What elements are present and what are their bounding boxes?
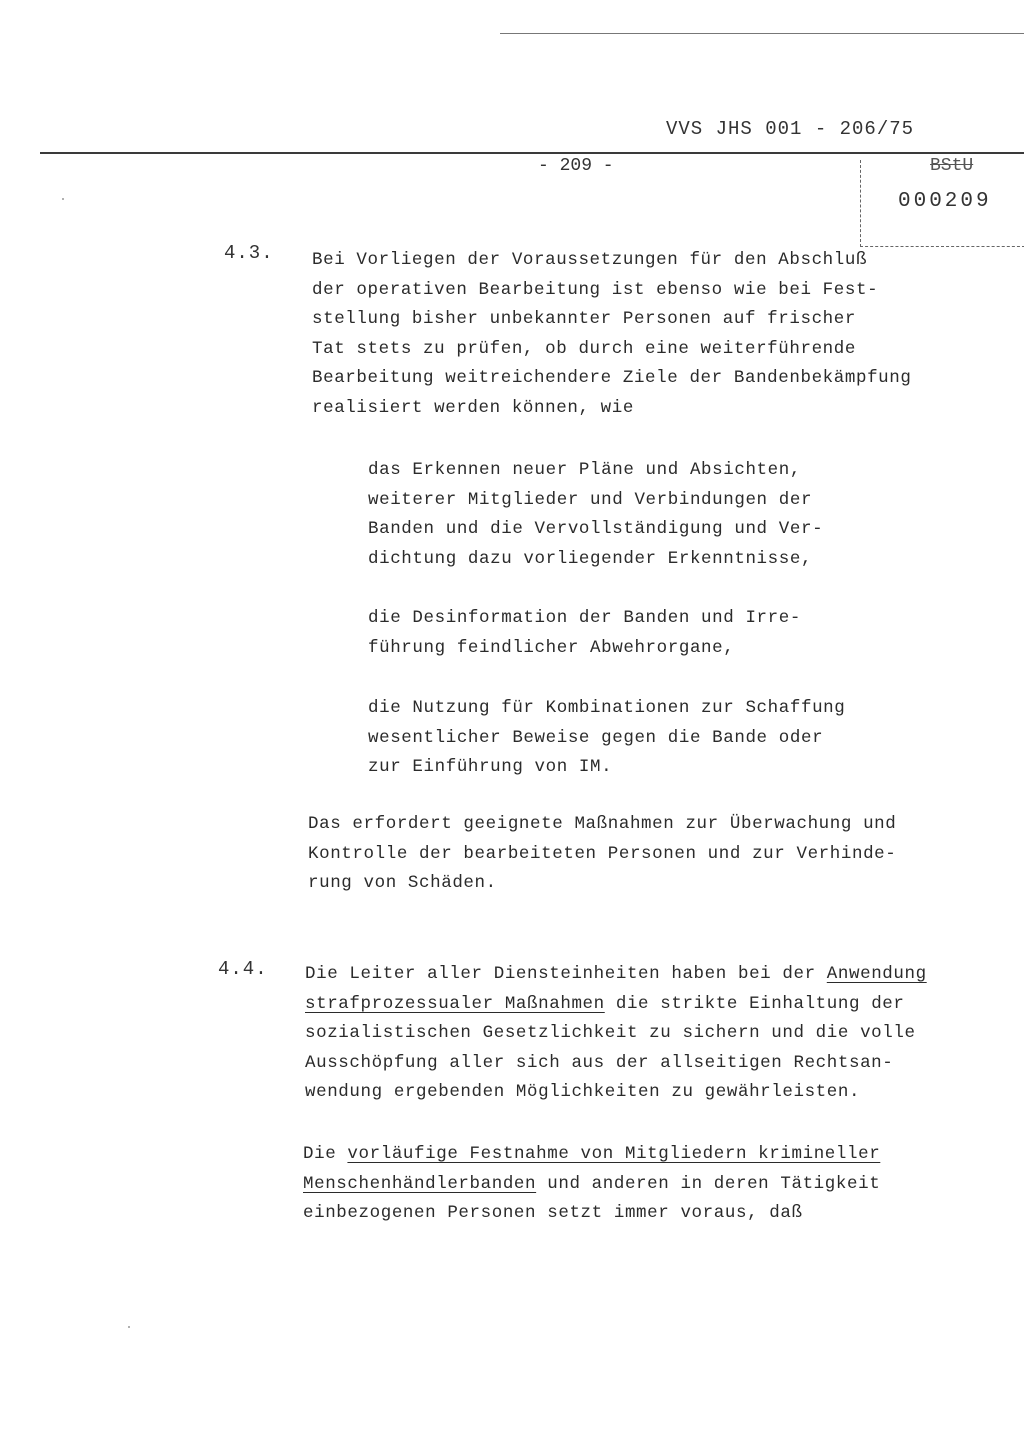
header-rule: [40, 152, 1024, 154]
text-line: das Erkennen neuer Pläne und Absichten,: [368, 460, 801, 480]
list-item-2: [368, 604, 801, 663]
scan-speck: [128, 1326, 130, 1328]
text-line: rung von Schäden.: [308, 873, 497, 893]
scan-speck: [62, 198, 64, 200]
header-reference: VVS JHS 001 - 206/75: [666, 118, 915, 140]
text-line: dichtung dazu vorliegender Erkenntnisse,: [368, 548, 813, 569]
stamp-organization: BStU: [930, 156, 974, 176]
text-line: Ausschöpfung aller sich aus der allseitigen Rechtsan-: [305, 1052, 894, 1073]
text-segment: und anderen in deren Tätigkeit: [536, 1173, 881, 1194]
section-4-4-paragraph-2: [303, 1140, 880, 1229]
underlined-text: Menschenhändlerbanden: [303, 1173, 537, 1194]
text-line: die Desinformation der Banden und Irre-: [368, 608, 801, 628]
stamp-number: 000209: [898, 190, 992, 213]
text-line: wendung ergebenden Möglichkeiten zu gewährleisten.: [305, 1082, 861, 1102]
underlined-text: vorläufige Festnahme von Mitgliedern krimineller: [347, 1144, 881, 1164]
text-line: [305, 990, 927, 1020]
text-line: der operativen Bearbeitung ist ebenso wie bei Fest-: [312, 279, 879, 300]
section-number-4-3: 4.3.: [224, 242, 274, 264]
text-line: wesentlicher Beweise gegen die Bande oder: [368, 727, 824, 748]
text-line: stellung bisher unbekannter Personen auf frischer: [312, 309, 856, 329]
list-item-1: [368, 456, 823, 574]
section-4-4-paragraph: [305, 960, 927, 1108]
underlined-text: Anwendung: [826, 964, 927, 984]
text-line: [303, 1140, 880, 1170]
section-number-4-4: 4.4.: [218, 958, 268, 980]
page-number: - 209 -: [538, 156, 614, 176]
text-line: führung feindlicher Abwehrorgane,: [368, 637, 735, 658]
text-segment: Die: [303, 1144, 348, 1164]
text-line: [303, 1170, 880, 1200]
text-segment: die strikte Einhaltung der: [604, 993, 905, 1014]
text-line: Kontrolle der bearbeiteten Personen und zur Verhinde-: [308, 843, 897, 864]
text-line: Das erfordert geeignete Maßnahmen zur Überwachung und: [308, 814, 897, 834]
text-line: zur Einführung von IM.: [368, 757, 613, 777]
text-line: Banden und die Vervollständigung und Ver-: [368, 519, 824, 539]
text-line: realisiert werden können, wie: [312, 397, 634, 418]
text-line: [305, 960, 927, 990]
text-line: die Nutzung für Kombinationen zur Schaffung: [368, 698, 846, 718]
list-item-3: [368, 694, 845, 783]
text-segment: Die Leiter aller Diensteinheiten haben bei der: [305, 964, 827, 984]
text-line: Bearbeitung weitreichendere Ziele der Bandenbekämpfung: [312, 368, 912, 388]
underlined-text: strafprozessualer Maßnahmen: [305, 993, 605, 1014]
text-line: Tat stets zu prüfen, ob durch eine weiterführende: [312, 338, 856, 359]
top-scan-line: [500, 33, 1024, 34]
text-line: einbezogenen Personen setzt immer voraus, daß: [303, 1203, 803, 1223]
section-4-3-paragraph: [312, 246, 912, 423]
text-line: Bei Vorliegen der Voraussetzungen für den Abschluß: [312, 250, 868, 270]
text-line: weiterer Mitglieder und Verbindungen der: [368, 489, 813, 510]
text-line: sozialistischen Gesetzlichkeit zu sichern und die volle: [305, 1023, 916, 1043]
section-4-3-closing: [308, 810, 896, 899]
